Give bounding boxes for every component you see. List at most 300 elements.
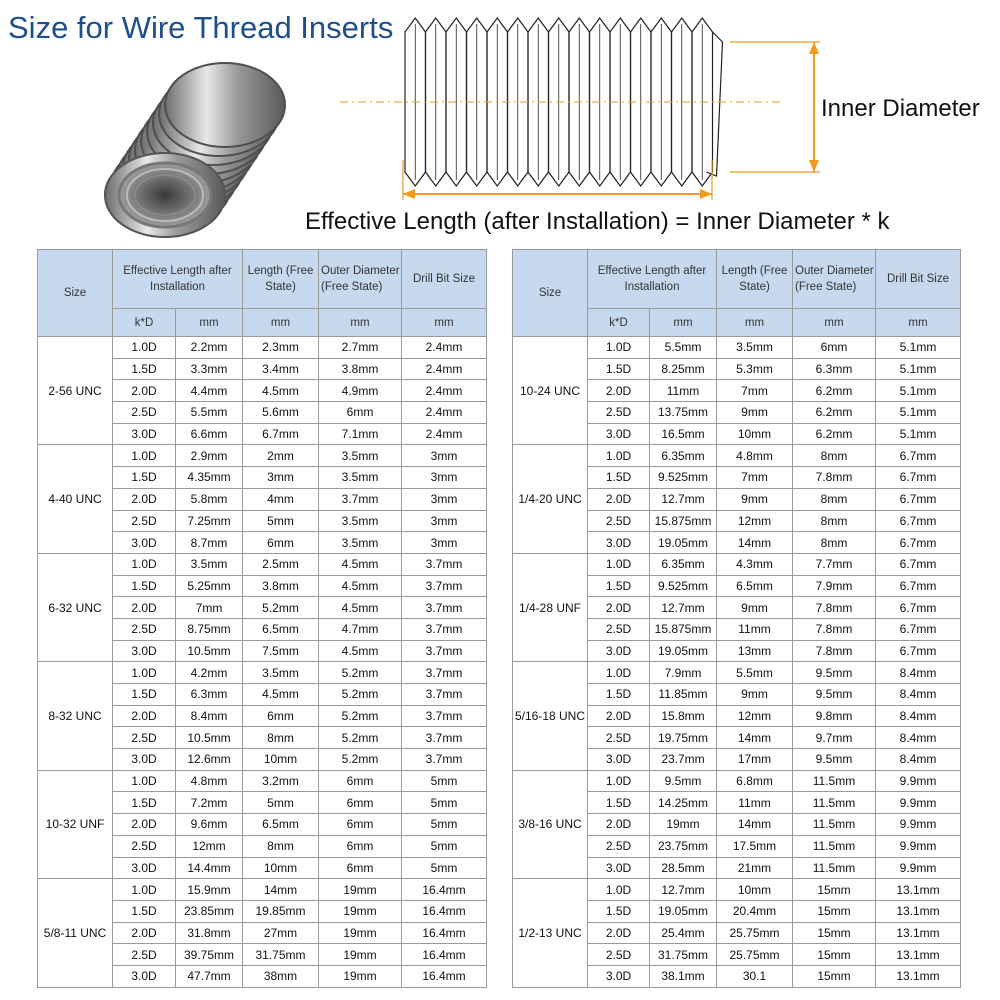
- table-cell: 6.3mm: [176, 684, 243, 706]
- table-cell: 7mm: [717, 467, 793, 489]
- table-cell: 1.0D: [588, 445, 650, 467]
- table-cell: 6.7mm: [876, 510, 961, 532]
- table-cell: 16.5mm: [650, 423, 717, 445]
- header-outer-diameter: Outer Diameter (Free State): [319, 250, 402, 309]
- table-cell: 8.4mm: [876, 662, 961, 684]
- header-length-free: Length (Free State): [243, 250, 319, 309]
- table-cell: 2.5D: [113, 944, 176, 966]
- table-cell: 9.9mm: [876, 835, 961, 857]
- table-cell: 2.2mm: [176, 337, 243, 359]
- table-cell: 3.5mm: [717, 337, 793, 359]
- table-row: [38, 553, 487, 575]
- table-row: [513, 553, 961, 575]
- table-cell: 23.7mm: [650, 749, 717, 771]
- table-cell: 1.5D: [588, 792, 650, 814]
- size-cell: 4-40 UNC: [38, 445, 113, 553]
- table-cell: 31.75mm: [650, 944, 717, 966]
- header-kd: k*D: [588, 309, 650, 337]
- table-cell: 38.1mm: [650, 965, 717, 987]
- table-cell: 4mm: [243, 488, 319, 510]
- table-cell: 21mm: [717, 857, 793, 879]
- table-cell: 4.5mm: [319, 553, 402, 575]
- table-cell: 15mm: [793, 922, 876, 944]
- table-cell: 2.0D: [588, 488, 650, 510]
- table-cell: 7.9mm: [650, 662, 717, 684]
- table-cell: 4.5mm: [243, 380, 319, 402]
- header-outer-diameter: Outer Diameter (Free State): [793, 250, 876, 309]
- table-cell: 17mm: [717, 749, 793, 771]
- table-cell: 5.3mm: [717, 358, 793, 380]
- table-cell: 12mm: [717, 705, 793, 727]
- table-cell: 25.4mm: [650, 922, 717, 944]
- size-cell: 1/4-20 UNC: [513, 445, 588, 553]
- table-cell: 2.5D: [113, 835, 176, 857]
- header-effective-length: Effective Length after Installation: [113, 250, 243, 309]
- table-row: [513, 770, 961, 792]
- page-title: Size for Wire Thread Inserts: [8, 10, 394, 45]
- table-cell: 3.7mm: [402, 705, 487, 727]
- table-cell: 3.8mm: [319, 358, 402, 380]
- table-cell: 1.0D: [113, 553, 176, 575]
- table-cell: 13.1mm: [876, 879, 961, 901]
- table-cell: 2.4mm: [402, 423, 487, 445]
- header-unit: mm: [319, 309, 402, 337]
- table-row: [38, 337, 487, 359]
- wire-insert-photo: [70, 55, 300, 245]
- size-cell: 10-24 UNC: [513, 337, 588, 445]
- table-cell: 5.2mm: [319, 684, 402, 706]
- table-cell: 11.5mm: [793, 857, 876, 879]
- table-cell: 4.4mm: [176, 380, 243, 402]
- table-cell: 3.0D: [588, 423, 650, 445]
- table-cell: 12.7mm: [650, 879, 717, 901]
- table-cell: 11mm: [717, 792, 793, 814]
- table-cell: 5.2mm: [319, 705, 402, 727]
- table-cell: 2.5D: [113, 510, 176, 532]
- table-cell: 3.0D: [113, 640, 176, 662]
- table-cell: 4.7mm: [319, 618, 402, 640]
- table-cell: 5.1mm: [876, 423, 961, 445]
- table-cell: 15mm: [793, 879, 876, 901]
- table-cell: 19mm: [650, 814, 717, 836]
- table-cell: 6mm: [243, 532, 319, 554]
- table-cell: 5.2mm: [319, 749, 402, 771]
- table-cell: 9.9mm: [876, 857, 961, 879]
- table-cell: 13.1mm: [876, 900, 961, 922]
- table-cell: 6mm: [793, 337, 876, 359]
- table-cell: 6.2mm: [793, 423, 876, 445]
- table-cell: 19.05mm: [650, 900, 717, 922]
- table-cell: 3mm: [402, 510, 487, 532]
- table-cell: 5mm: [402, 814, 487, 836]
- table-cell: 6.7mm: [876, 488, 961, 510]
- table-cell: 3.0D: [113, 965, 176, 987]
- table-cell: 3.0D: [113, 857, 176, 879]
- table-cell: 3mm: [402, 445, 487, 467]
- table-cell: 3.5mm: [176, 553, 243, 575]
- table-cell: 3.0D: [588, 857, 650, 879]
- table-cell: 31.8mm: [176, 922, 243, 944]
- header-effective-length: Effective Length after Installation: [588, 250, 717, 309]
- table-cell: 4.5mm: [319, 575, 402, 597]
- table-cell: 1.0D: [588, 770, 650, 792]
- table-cell: 8mm: [243, 727, 319, 749]
- table-cell: 16.4mm: [402, 900, 487, 922]
- table-cell: 1.0D: [113, 662, 176, 684]
- table-cell: 14.25mm: [650, 792, 717, 814]
- table-row: [38, 770, 487, 792]
- table-row: [38, 662, 487, 684]
- table-cell: 3.0D: [588, 965, 650, 987]
- table-cell: 3.4mm: [243, 358, 319, 380]
- table-cell: 2.4mm: [402, 358, 487, 380]
- table-cell: 5.2mm: [243, 597, 319, 619]
- table-cell: 4.9mm: [319, 380, 402, 402]
- table-cell: 8.4mm: [876, 727, 961, 749]
- table-cell: 14mm: [717, 532, 793, 554]
- table-cell: 6mm: [319, 402, 402, 424]
- table-cell: 4.5mm: [319, 597, 402, 619]
- table-cell: 2.5D: [588, 944, 650, 966]
- table-cell: 8.25mm: [650, 358, 717, 380]
- header-unit: mm: [402, 309, 487, 337]
- table-cell: 1.5D: [113, 684, 176, 706]
- table-cell: 3.7mm: [319, 488, 402, 510]
- table-cell: 6mm: [319, 792, 402, 814]
- table-cell: 1.5D: [113, 575, 176, 597]
- table-cell: 5.1mm: [876, 380, 961, 402]
- table-cell: 1.0D: [113, 445, 176, 467]
- table-cell: 12.6mm: [176, 749, 243, 771]
- table-cell: 1.5D: [588, 575, 650, 597]
- table-cell: 2.0D: [113, 922, 176, 944]
- table-cell: 10.5mm: [176, 727, 243, 749]
- header-size: Size: [513, 250, 588, 337]
- table-cell: 3.2mm: [243, 770, 319, 792]
- table-cell: 8mm: [793, 510, 876, 532]
- table-row: [38, 879, 487, 901]
- table-cell: 5.5mm: [650, 337, 717, 359]
- table-cell: 19mm: [319, 965, 402, 987]
- table-cell: 14mm: [717, 727, 793, 749]
- table-cell: 6.5mm: [243, 814, 319, 836]
- table-cell: 6.7mm: [876, 445, 961, 467]
- table-cell: 3.7mm: [402, 684, 487, 706]
- table-cell: 2.0D: [588, 597, 650, 619]
- header-unit: mm: [793, 309, 876, 337]
- table-cell: 14.4mm: [176, 857, 243, 879]
- table-cell: 2.5D: [588, 510, 650, 532]
- table-cell: 25.75mm: [717, 922, 793, 944]
- table-cell: 6.5mm: [717, 575, 793, 597]
- table-cell: 1.5D: [588, 467, 650, 489]
- table-cell: 2.0D: [113, 705, 176, 727]
- table-cell: 8mm: [793, 445, 876, 467]
- table-cell: 13mm: [717, 640, 793, 662]
- table-cell: 19.05mm: [650, 640, 717, 662]
- table-cell: 1.5D: [588, 358, 650, 380]
- table-cell: 2.7mm: [319, 337, 402, 359]
- table-cell: 31.75mm: [243, 944, 319, 966]
- table-cell: 1.5D: [588, 900, 650, 922]
- table-cell: 11.5mm: [793, 814, 876, 836]
- table-cell: 8.4mm: [876, 749, 961, 771]
- table-cell: 2.5mm: [243, 553, 319, 575]
- table-cell: 6.7mm: [876, 467, 961, 489]
- table-cell: 11.5mm: [793, 835, 876, 857]
- table-cell: 6.7mm: [876, 553, 961, 575]
- table-cell: 4.8mm: [717, 445, 793, 467]
- table-cell: 3.5mm: [319, 467, 402, 489]
- table-cell: 2.9mm: [176, 445, 243, 467]
- table-cell: 2.3mm: [243, 337, 319, 359]
- table-cell: 11.5mm: [793, 770, 876, 792]
- table-cell: 2.5D: [113, 402, 176, 424]
- table-cell: 15mm: [793, 944, 876, 966]
- table-cell: 1.0D: [113, 879, 176, 901]
- table-cell: 6mm: [319, 857, 402, 879]
- table-cell: 6.35mm: [650, 445, 717, 467]
- table-cell: 1.0D: [113, 770, 176, 792]
- effective-length-formula: Effective Length (after Installation) = Inner Diameter * k: [305, 208, 890, 235]
- table-cell: 5.1mm: [876, 337, 961, 359]
- table-cell: 1.0D: [588, 662, 650, 684]
- table-cell: 5.8mm: [176, 488, 243, 510]
- table-cell: 9.9mm: [876, 792, 961, 814]
- table-cell: 9.5mm: [793, 662, 876, 684]
- table-cell: 3.3mm: [176, 358, 243, 380]
- table-cell: 7.25mm: [176, 510, 243, 532]
- table-cell: 7.1mm: [319, 423, 402, 445]
- table-cell: 3.5mm: [243, 662, 319, 684]
- table-cell: 2.0D: [113, 597, 176, 619]
- table-cell: 2.0D: [588, 922, 650, 944]
- table-cell: 19.75mm: [650, 727, 717, 749]
- table-cell: 9mm: [717, 488, 793, 510]
- table-cell: 6mm: [319, 770, 402, 792]
- table-cell: 30.1: [717, 965, 793, 987]
- table-cell: 6.8mm: [717, 770, 793, 792]
- table-cell: 5mm: [402, 792, 487, 814]
- table-cell: 7.8mm: [793, 467, 876, 489]
- table-cell: 5.2mm: [319, 662, 402, 684]
- table-cell: 20.4mm: [717, 900, 793, 922]
- table-cell: 12.7mm: [650, 488, 717, 510]
- table-cell: 2.4mm: [402, 337, 487, 359]
- table-cell: 9.5mm: [793, 684, 876, 706]
- table-cell: 1.0D: [113, 337, 176, 359]
- table-cell: 2.5D: [588, 402, 650, 424]
- table-cell: 11mm: [717, 618, 793, 640]
- table-cell: 19mm: [319, 922, 402, 944]
- table-cell: 7.8mm: [793, 597, 876, 619]
- table-cell: 4.3mm: [717, 553, 793, 575]
- table-cell: 1.5D: [113, 467, 176, 489]
- table-cell: 2.0D: [588, 380, 650, 402]
- table-cell: 3.0D: [113, 532, 176, 554]
- table-cell: 6.7mm: [876, 575, 961, 597]
- header-unit: mm: [876, 309, 961, 337]
- table-cell: 27mm: [243, 922, 319, 944]
- table-cell: 6mm: [319, 814, 402, 836]
- table-cell: 11.85mm: [650, 684, 717, 706]
- table-cell: 2.0D: [113, 488, 176, 510]
- size-cell: 5/8-11 UNC: [38, 879, 113, 987]
- table-cell: 9.5mm: [793, 749, 876, 771]
- size-cell: 10-32 UNF: [38, 770, 113, 878]
- table-cell: 15.875mm: [650, 510, 717, 532]
- table-row: [513, 879, 961, 901]
- table-cell: 3.0D: [588, 749, 650, 771]
- table-cell: 3mm: [402, 467, 487, 489]
- table-cell: 2.5D: [588, 727, 650, 749]
- table-cell: 6.6mm: [176, 423, 243, 445]
- table-cell: 15.875mm: [650, 618, 717, 640]
- table-cell: 3mm: [243, 467, 319, 489]
- table-cell: 5.25mm: [176, 575, 243, 597]
- table-cell: 1.5D: [113, 792, 176, 814]
- size-cell: 1/4-28 UNF: [513, 553, 588, 661]
- table-cell: 10.5mm: [176, 640, 243, 662]
- table-cell: 23.85mm: [176, 900, 243, 922]
- header-drill-bit: Drill Bit Size: [876, 250, 961, 309]
- table-cell: 9mm: [717, 402, 793, 424]
- table-cell: 16.4mm: [402, 944, 487, 966]
- table-cell: 1.0D: [588, 337, 650, 359]
- table-cell: 3.8mm: [243, 575, 319, 597]
- table-cell: 2.0D: [588, 705, 650, 727]
- table-cell: 3.0D: [588, 640, 650, 662]
- table-cell: 5mm: [243, 792, 319, 814]
- table-cell: 14mm: [243, 879, 319, 901]
- size-table-left: [37, 249, 487, 988]
- size-table-right: [512, 249, 961, 988]
- table-cell: 25.75mm: [717, 944, 793, 966]
- table-cell: 12.7mm: [650, 597, 717, 619]
- table-cell: 2.0D: [113, 380, 176, 402]
- table-cell: 19mm: [319, 944, 402, 966]
- header-size: Size: [38, 250, 113, 337]
- table-cell: 5.2mm: [319, 727, 402, 749]
- table-cell: 16.4mm: [402, 922, 487, 944]
- table-cell: 6.2mm: [793, 402, 876, 424]
- table-cell: 3.7mm: [402, 597, 487, 619]
- table-cell: 9.7mm: [793, 727, 876, 749]
- table-cell: 4.8mm: [176, 770, 243, 792]
- table-cell: 5mm: [402, 835, 487, 857]
- size-cell: 2-56 UNC: [38, 337, 113, 445]
- size-cell: 5/16-18 UNC: [513, 662, 588, 770]
- table-cell: 39.75mm: [176, 944, 243, 966]
- table-cell: 4.5mm: [243, 684, 319, 706]
- table-cell: 14mm: [717, 814, 793, 836]
- table-cell: 10mm: [717, 879, 793, 901]
- table-cell: 9.525mm: [650, 575, 717, 597]
- table-cell: 8.7mm: [176, 532, 243, 554]
- table-cell: 1.5D: [113, 358, 176, 380]
- header-drill-bit: Drill Bit Size: [402, 250, 487, 309]
- table-cell: 13.1mm: [876, 944, 961, 966]
- table-cell: 3.7mm: [402, 553, 487, 575]
- table-cell: 6.7mm: [876, 597, 961, 619]
- table-cell: 7mm: [176, 597, 243, 619]
- table-cell: 6.7mm: [876, 532, 961, 554]
- table-cell: 5mm: [402, 857, 487, 879]
- table-cell: 19.05mm: [650, 532, 717, 554]
- table-cell: 3.5mm: [319, 445, 402, 467]
- table-cell: 5.1mm: [876, 358, 961, 380]
- table-cell: 2mm: [243, 445, 319, 467]
- table-cell: 3.7mm: [402, 640, 487, 662]
- table-cell: 13.75mm: [650, 402, 717, 424]
- table-cell: 28.5mm: [650, 857, 717, 879]
- table-cell: 6.3mm: [793, 358, 876, 380]
- table-cell: 1.5D: [588, 684, 650, 706]
- table-cell: 17.5mm: [717, 835, 793, 857]
- table-cell: 19.85mm: [243, 900, 319, 922]
- table-cell: 5.5mm: [717, 662, 793, 684]
- table-cell: 12mm: [176, 835, 243, 857]
- table-cell: 11mm: [650, 380, 717, 402]
- table-cell: 23.75mm: [650, 835, 717, 857]
- table-cell: 12mm: [717, 510, 793, 532]
- table-cell: 15mm: [793, 900, 876, 922]
- table-cell: 8.4mm: [876, 705, 961, 727]
- table-cell: 4.5mm: [319, 640, 402, 662]
- table-cell: 19mm: [319, 900, 402, 922]
- table-row: [513, 445, 961, 467]
- table-cell: 9mm: [717, 684, 793, 706]
- table-cell: 5mm: [402, 770, 487, 792]
- table-cell: 6.5mm: [243, 618, 319, 640]
- table-cell: 15.9mm: [176, 879, 243, 901]
- table-cell: 2.4mm: [402, 402, 487, 424]
- table-cell: 13.1mm: [876, 922, 961, 944]
- header-unit: mm: [243, 309, 319, 337]
- table-cell: 3.0D: [588, 532, 650, 554]
- table-cell: 6mm: [319, 835, 402, 857]
- table-cell: 10mm: [243, 749, 319, 771]
- header-unit: mm: [176, 309, 243, 337]
- table-cell: 19mm: [319, 879, 402, 901]
- table-cell: 3.0D: [113, 749, 176, 771]
- header-kd: k*D: [113, 309, 176, 337]
- table-cell: 8mm: [793, 532, 876, 554]
- table-cell: 6.35mm: [650, 553, 717, 575]
- table-cell: 15.8mm: [650, 705, 717, 727]
- table-cell: 7mm: [717, 380, 793, 402]
- table-cell: 3mm: [402, 532, 487, 554]
- table-cell: 11.5mm: [793, 792, 876, 814]
- table-cell: 3.7mm: [402, 575, 487, 597]
- table-cell: 47.7mm: [176, 965, 243, 987]
- inner-diameter-label: Inner Diameter: [821, 95, 980, 122]
- table-cell: 38mm: [243, 965, 319, 987]
- table-cell: 6mm: [243, 705, 319, 727]
- table-cell: 3.5mm: [319, 532, 402, 554]
- table-cell: 2.5D: [113, 727, 176, 749]
- header-unit: mm: [650, 309, 717, 337]
- table-cell: 9.525mm: [650, 467, 717, 489]
- table-cell: 4.35mm: [176, 467, 243, 489]
- table-cell: 7.7mm: [793, 553, 876, 575]
- table-cell: 2.5D: [588, 835, 650, 857]
- table-cell: 10mm: [717, 423, 793, 445]
- table-cell: 2.0D: [113, 814, 176, 836]
- table-cell: 9mm: [717, 597, 793, 619]
- table-cell: 15mm: [793, 965, 876, 987]
- table-cell: 9.6mm: [176, 814, 243, 836]
